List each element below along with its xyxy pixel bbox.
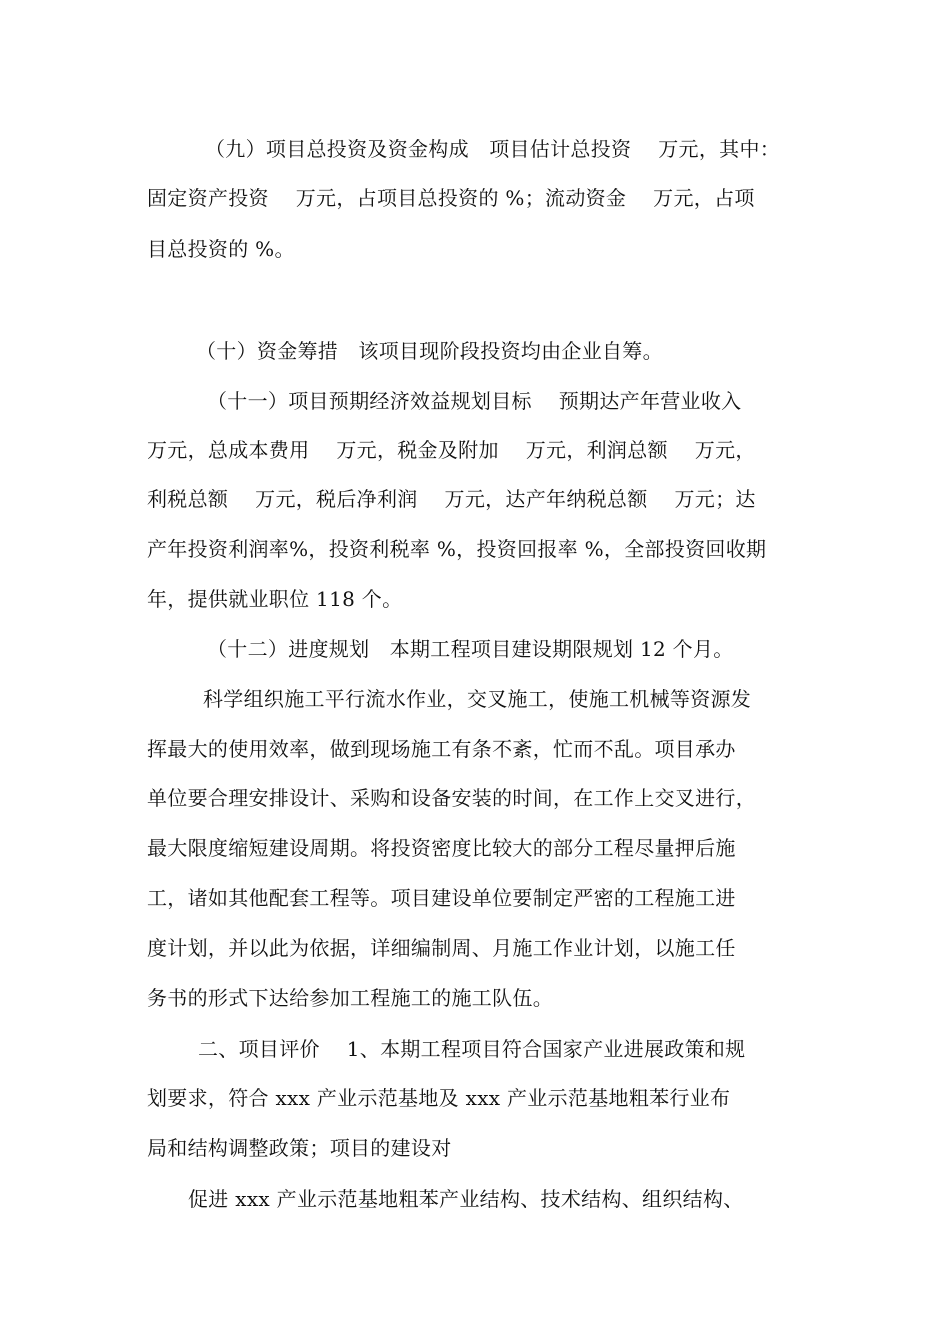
section-11-line-4: 产年投资利润率%，投资利税率 %，投资回报率 %，全部投资回收期 [147,537,767,561]
section-11-line-1: （十一）项目预期经济效益规划目标 预期达产年营业收入 [207,389,742,413]
schedule-paragraph-line-7: 务书的形式下达给参加工程施工的施工队伍。 [147,986,553,1010]
evaluation-line-2: 划要求，符合 xxx 产业示范基地及 xxx 产业示范基地粗苯行业布 [147,1086,731,1110]
schedule-paragraph-line-3: 单位要合理安排设计、采购和设备安装的时间，在工作上交叉进行， [147,786,756,810]
section-11-line-3: 利税总额 万元，税后净利润 万元，达产年纳税总额 万元；达 [147,487,756,511]
section-9-line-2: 固定资产投资 万元，占项目总投资的 %；流动资金 万元，占项 [147,186,755,210]
schedule-paragraph-line-6: 度计划，并以此为依据，详细编制周、月施工作业计划，以施工任 [147,936,736,960]
section-9-line-1: （九）项目总投资及资金构成 项目估计总投资 万元，其中： [205,137,781,161]
schedule-paragraph-line-5: 工，诸如其他配套工程等。项目建设单位要制定严密的工程施工进 [147,886,736,910]
schedule-paragraph-line-4: 最大限度缩短建设周期。将投资密度比较大的部分工程尽量押后施 [147,836,736,860]
section-10-line-1: （十）资金筹措 该项目现阶段投资均由企业自筹。 [196,339,663,363]
schedule-paragraph-line-1: 科学组织施工平行流水作业，交叉施工，使施工机械等资源发 [203,687,752,711]
schedule-paragraph-line-2: 挥最大的使用效率，做到现场施工有条不紊，忙而不乱。项目承办 [147,737,736,761]
section-12-line-1: （十二）进度规划 本期工程项目建设期限规划 12 个月。 [207,637,734,661]
section-11-line-2: 万元，总成本费用 万元，税金及附加 万元，利润总额 万元， [147,438,756,462]
evaluation-line-3: 局和结构调整政策；项目的建设对 [147,1136,452,1160]
section-11-line-5: 年，提供就业职位 118 个。 [147,587,403,611]
evaluation-line-1: 二、项目评价 1、本期工程项目符合国家产业进展政策和规 [198,1037,746,1061]
section-9-line-3: 目总投资的 %。 [147,237,295,261]
promote-paragraph-line-1: 促进 xxx 产业示范基地粗苯产业结构、技术结构、组织结构、 [188,1187,744,1211]
